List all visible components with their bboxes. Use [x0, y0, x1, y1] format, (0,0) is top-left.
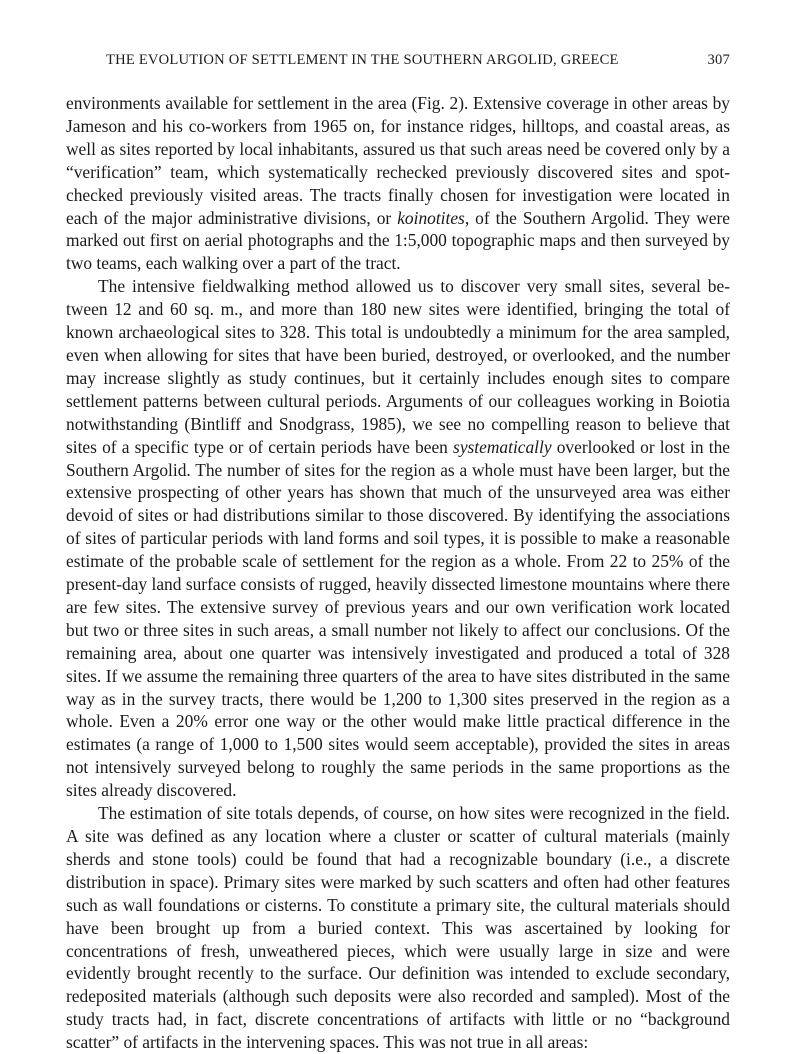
text-run: environments available for settlement in the area (Fig. 2). Extensive coverage in other areas by Jameson and his co-workers from 1965 on, for instance ridges, hilltops, and coastal areas, as well as sites reported by local inhabitants, assured us that such areas need be covered only by a “verification” team, which systematically rechecked previously discovered sites and spot-checked previously visited areas. The tracts finally chosen for investigation were located in each of the major administrative divisions, or	[66, 93, 730, 228]
page-number: 307	[707, 52, 730, 68]
text-run: , of the Southern Argolid. They were marked out first on aerial photographs and the 1:5,000 topographic maps and then surveyed by two teams, each walking over a part of the tract.	[66, 207, 731, 274]
page	[66, 52, 730, 1054]
running-head	[106, 52, 730, 74]
text-run: overlooked or lost in the Southern Argolid. The number of sites for the region as a whole must have been larger, but the extensive prospecting of other years has shown that much of the unsurveyed area was either devoid of sites or had distributions similar to those discovered. By identifying the associations of sites of particular periods with land forms and soil types, it is possible to make a reasonable estimate of the probable scale of settlement for the region as a whole. From 22 to 25% of the present-day land surface consists of rugged, heavily dissected limestone mountains where there are few sites. The extensive survey of previous years and our own verification work located but two or three sites in such areas, a small number not likely to affect our conclusions. Of the remaining area, about one quarter was intensively investigated and produced a total of 328 sites. If we assume the remaining three quarters of the area to have sites distributed in the same way as in the survey tracts, there would be 1,200 to 1,300 sites preserved in the region as a whole. Even a 20% error one way or the other would make little practical difference in the estimates (a range of 1,000 to 1,500 sites would seem acceptable), provided the sites in areas not intensively surveyed belong to roughly the same periods in the same proportions as the sites already discovered.	[66, 436, 731, 801]
italic-term: systematically	[453, 436, 552, 457]
paragraph-2	[66, 275, 730, 802]
paragraph-1	[66, 92, 730, 275]
italic-term: koinotites	[397, 207, 465, 228]
text-run: The estimation of site totals depends, of course, on how sites were recognized in the field. A site was defined as any location where a cluster or scatter of cultural materials (mainly sherds and stone tools) could be found that had a recognizable boundary (i.e., a discrete distribution in space). Primary sites were marked by such scatters and often had other features such as wall foundations or cisterns. To constitute a primary site, the cultural materials should have been brought up from a buried context. This was ascertained by looking for concentrations of fresh, unweathered pieces, which were usually large in size and were evidently brought recently to the surface. Our definition was intended to exclude secondary, redeposited materials (although such deposits were also recorded and sampled). Most of the study tracts had, in fact, discrete concentrations of artifacts with little or no “background scatter” of artifacts in the intervening spaces. This was not true in all areas:	[66, 803, 730, 1053]
running-head-title: THE EVOLUTION OF SETTLEMENT IN THE SOUTHERN ARGOLID, GREECE	[106, 52, 619, 68]
text-run: The intensive fieldwalking method allowed us to discover very small sites, several between 12 and 60 sq. m., and more than 180 new sites were identified, bringing the total of known archaeological sites to 328. This total is undoubtedly a minimum for the area sampled, even when allowing for sites that have been buried, destroyed, or overlooked, and the number may increase slightly as study continues, but it certainly includes enough sites to compare settlement patterns between cultural periods. Arguments of our colleagues working in Boiotia notwithstanding (Bintliff and Snodgrass, 1985), we see no compelling reason to believe that sites of a specific type or of certain periods have been	[66, 276, 730, 457]
paragraph-3	[66, 802, 730, 1054]
body-text	[66, 92, 730, 1054]
